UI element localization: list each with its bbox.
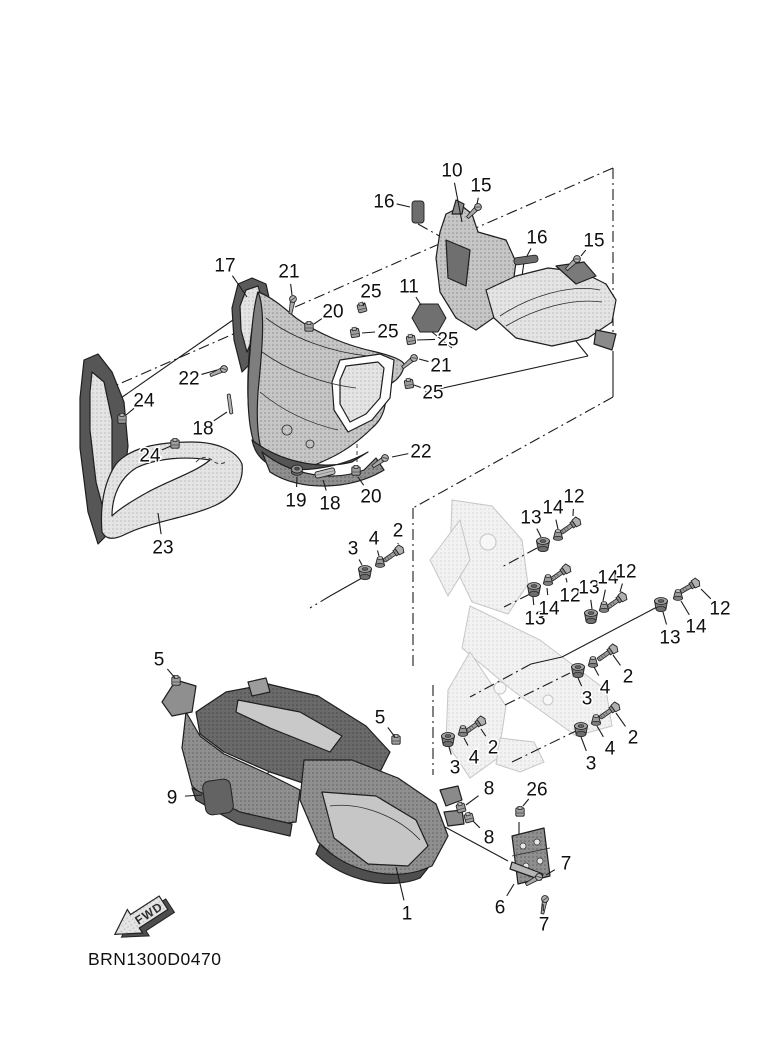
callout-part-25	[417, 330, 459, 351]
leader-line	[616, 713, 625, 726]
hardware-clip-icon	[352, 465, 360, 475]
leader-line	[291, 284, 292, 295]
callout-part-3	[581, 737, 596, 775]
part-number-label: 18	[192, 418, 214, 440]
leader-line	[603, 590, 605, 601]
hardware-screw-icon	[400, 353, 418, 370]
leader-line	[594, 667, 599, 676]
leader-line	[581, 737, 586, 751]
part-number-label: 20	[322, 301, 344, 323]
part-number-label: 6	[494, 897, 506, 919]
hardware-pad9-icon	[202, 778, 234, 816]
part-number-label: 12	[563, 486, 585, 508]
hardware-damper-icon	[359, 566, 372, 580]
part-number-label: 14	[685, 616, 707, 638]
callout-part-2	[393, 521, 404, 545]
callout-part-12	[563, 487, 584, 517]
leader-line	[416, 297, 421, 305]
leader-line	[392, 454, 408, 457]
leader-line	[359, 559, 362, 565]
hardware-nut-icon	[291, 465, 302, 475]
part-number-label: 17	[214, 255, 236, 277]
callout-part-18	[192, 412, 227, 440]
part-number-label: 16	[373, 191, 395, 213]
part-number-label: 10	[441, 160, 463, 182]
part-number-label: 3	[585, 753, 597, 775]
hardware-clip-icon	[392, 734, 400, 744]
hardware-cone-icon	[599, 602, 608, 613]
part-number-label: 4	[468, 747, 480, 769]
hardware-damper-icon	[575, 723, 588, 737]
leader-line	[566, 578, 567, 582]
leader-line	[419, 359, 428, 362]
leader-line	[527, 249, 531, 256]
headlight-assembly-part1	[162, 678, 464, 883]
callout-part-25	[414, 383, 444, 404]
part-number-label: 11	[399, 276, 419, 298]
part-number-label: 14	[542, 497, 564, 519]
hardware-clip-icon	[305, 321, 313, 331]
hardware-clip-icon	[406, 334, 416, 345]
part-number-label: 16	[526, 227, 548, 249]
callout-part-2	[613, 655, 633, 688]
hardware-bolt-icon	[381, 544, 405, 565]
hardware-screw-icon	[539, 895, 549, 914]
hardware-cone-icon	[543, 575, 552, 586]
callout-part-13	[520, 508, 541, 538]
callout-part-16	[526, 228, 547, 257]
hardware-clip-icon	[404, 378, 414, 389]
part-number-label: 3	[449, 757, 461, 779]
part-number-label: 3	[581, 688, 593, 710]
callout-part-14	[681, 601, 707, 638]
part-number-label: 21	[430, 355, 452, 377]
hardware-cone-icon	[588, 657, 597, 668]
hardware-damper-icon	[537, 538, 550, 552]
part-number-label: 5	[153, 649, 165, 671]
callout-part-20	[314, 302, 344, 325]
part-number-label: 2	[487, 737, 499, 759]
part-number-label: 4	[604, 738, 616, 760]
leader-line	[663, 612, 666, 624]
callout-part-8	[466, 779, 494, 806]
part-number-label: 24	[133, 390, 155, 412]
part-number-label: 4	[599, 677, 611, 699]
part-number-label: 18	[319, 493, 341, 515]
callout-part-16	[373, 192, 410, 213]
bracket-part6	[510, 828, 550, 884]
part-number-label: 15	[470, 175, 492, 197]
leader-line	[556, 520, 558, 529]
callout-part-20	[358, 477, 382, 508]
leader-line	[507, 884, 514, 896]
leader-line	[547, 588, 548, 595]
callout-part-21	[419, 356, 452, 377]
hardware-clip-icon	[516, 806, 524, 816]
part-number-label: 7	[560, 853, 572, 875]
part-number-label: 12	[615, 561, 637, 583]
part-number-label: 19	[285, 490, 307, 512]
part-number-label: 3	[347, 538, 359, 560]
callout-part-24	[126, 391, 155, 416]
callout-part-4	[597, 726, 616, 760]
part-number-label: 8	[483, 827, 495, 849]
leader-line	[362, 332, 375, 333]
hardware-hexpad-icon	[412, 304, 446, 332]
leader-line	[473, 821, 480, 828]
leader-line	[620, 583, 622, 592]
hardware-damper-icon	[572, 664, 585, 678]
hardware-clip-icon	[463, 812, 474, 824]
hardware-bolt-icon	[558, 516, 582, 537]
hardware-damper-icon	[585, 610, 598, 624]
part-number-label: 12	[559, 585, 581, 607]
hardware-clip-icon	[118, 413, 126, 423]
part-number-label: 2	[627, 727, 639, 749]
leader-line	[397, 204, 410, 207]
fwd-direction-arrow	[107, 889, 178, 951]
part-number-label: 13	[524, 608, 546, 630]
part-number-label: 22	[410, 441, 432, 463]
construction-line	[310, 596, 330, 608]
callout-part-15	[470, 176, 491, 205]
part-number-label: 9	[166, 787, 178, 809]
callout-part-2	[616, 713, 638, 749]
part-number-label: 7	[538, 914, 550, 936]
callout-part-15	[581, 231, 605, 257]
callout-part-11	[399, 277, 421, 306]
leader-line	[466, 796, 479, 805]
part-number-label: 25	[360, 281, 382, 303]
part-number-label: 25	[437, 329, 459, 351]
callout-part-22	[178, 369, 217, 390]
leader-line	[414, 385, 421, 388]
part-number-label: 13	[578, 577, 600, 599]
callout-part-5	[375, 708, 395, 738]
part-number-label: 25	[377, 321, 399, 343]
callout-part-14	[542, 498, 564, 530]
callout-part-26	[523, 780, 548, 807]
callout-part-13	[578, 578, 599, 610]
part-number-label: 20	[360, 486, 382, 508]
callout-part-25	[360, 282, 381, 307]
callout-part-4	[369, 529, 380, 557]
hardware-damper-icon	[655, 598, 668, 612]
part-number-label: 24	[139, 445, 161, 467]
part-number-label: 1	[401, 903, 413, 925]
leader-line	[314, 318, 322, 324]
hardware-bolt-icon	[595, 643, 619, 664]
callout-part-17	[214, 256, 247, 298]
hardware-clip-icon	[350, 327, 360, 338]
part-number-label: 15	[583, 230, 605, 252]
leader-line	[388, 727, 395, 737]
leader-line	[477, 198, 478, 204]
hardware-padrect-icon	[412, 201, 424, 223]
part-number-label: 23	[152, 537, 174, 559]
construction-line	[445, 827, 508, 861]
callout-part-25	[362, 322, 399, 343]
part-number-label: 2	[622, 666, 634, 688]
hardware-cone-icon	[375, 557, 384, 568]
callout-part-21	[278, 262, 299, 296]
callout-part-12	[559, 578, 580, 607]
part-number-label: 21	[278, 261, 300, 283]
callout-part-12	[615, 562, 636, 593]
drawing-code: BRN1300D0470	[88, 949, 222, 969]
leader-line	[377, 551, 379, 556]
hardware-damper-icon	[528, 583, 541, 597]
leader-line	[591, 600, 592, 609]
leader-line	[417, 339, 435, 340]
fwd-arrow-label: FWD	[132, 899, 166, 928]
leader-line	[613, 655, 620, 665]
part-number-label: 14	[597, 567, 619, 589]
callout-part-5	[154, 650, 175, 679]
callout-part-3	[348, 539, 362, 566]
callout-part-14	[538, 588, 560, 620]
hardware-clip-icon	[356, 302, 367, 314]
part-number-label: 13	[520, 507, 542, 529]
part-number-label: 25	[422, 382, 444, 404]
leader-line	[214, 412, 227, 421]
callout-part-12	[701, 589, 731, 620]
hardware-damper-icon	[442, 733, 455, 747]
hardware-padbar-icon	[514, 255, 539, 265]
part-number-label: 2	[392, 520, 404, 542]
leader-line	[681, 601, 689, 615]
part-number-label: 26	[526, 779, 548, 801]
part-number-label: 8	[483, 778, 495, 800]
callout-part-13	[659, 612, 680, 649]
part-number-label: 22	[178, 368, 200, 390]
part-number-label: 13	[659, 627, 681, 649]
part-number-label: 12	[709, 598, 731, 620]
part-number-label: 14	[538, 598, 560, 620]
construction-line	[330, 578, 362, 596]
callout-part-22	[392, 442, 432, 463]
part-number-label: 4	[368, 528, 380, 550]
leader-line	[533, 597, 534, 605]
leader-line	[537, 529, 541, 537]
hardware-pin-icon	[227, 394, 233, 414]
headlight-assembly-right-upper	[436, 200, 616, 350]
hardware-clip-icon	[172, 675, 180, 685]
part-number-label: 5	[374, 707, 386, 729]
callout-part-6	[495, 884, 514, 919]
leader-line	[167, 669, 175, 678]
hardware-clip-icon	[171, 438, 179, 448]
leader-line	[701, 589, 711, 599]
